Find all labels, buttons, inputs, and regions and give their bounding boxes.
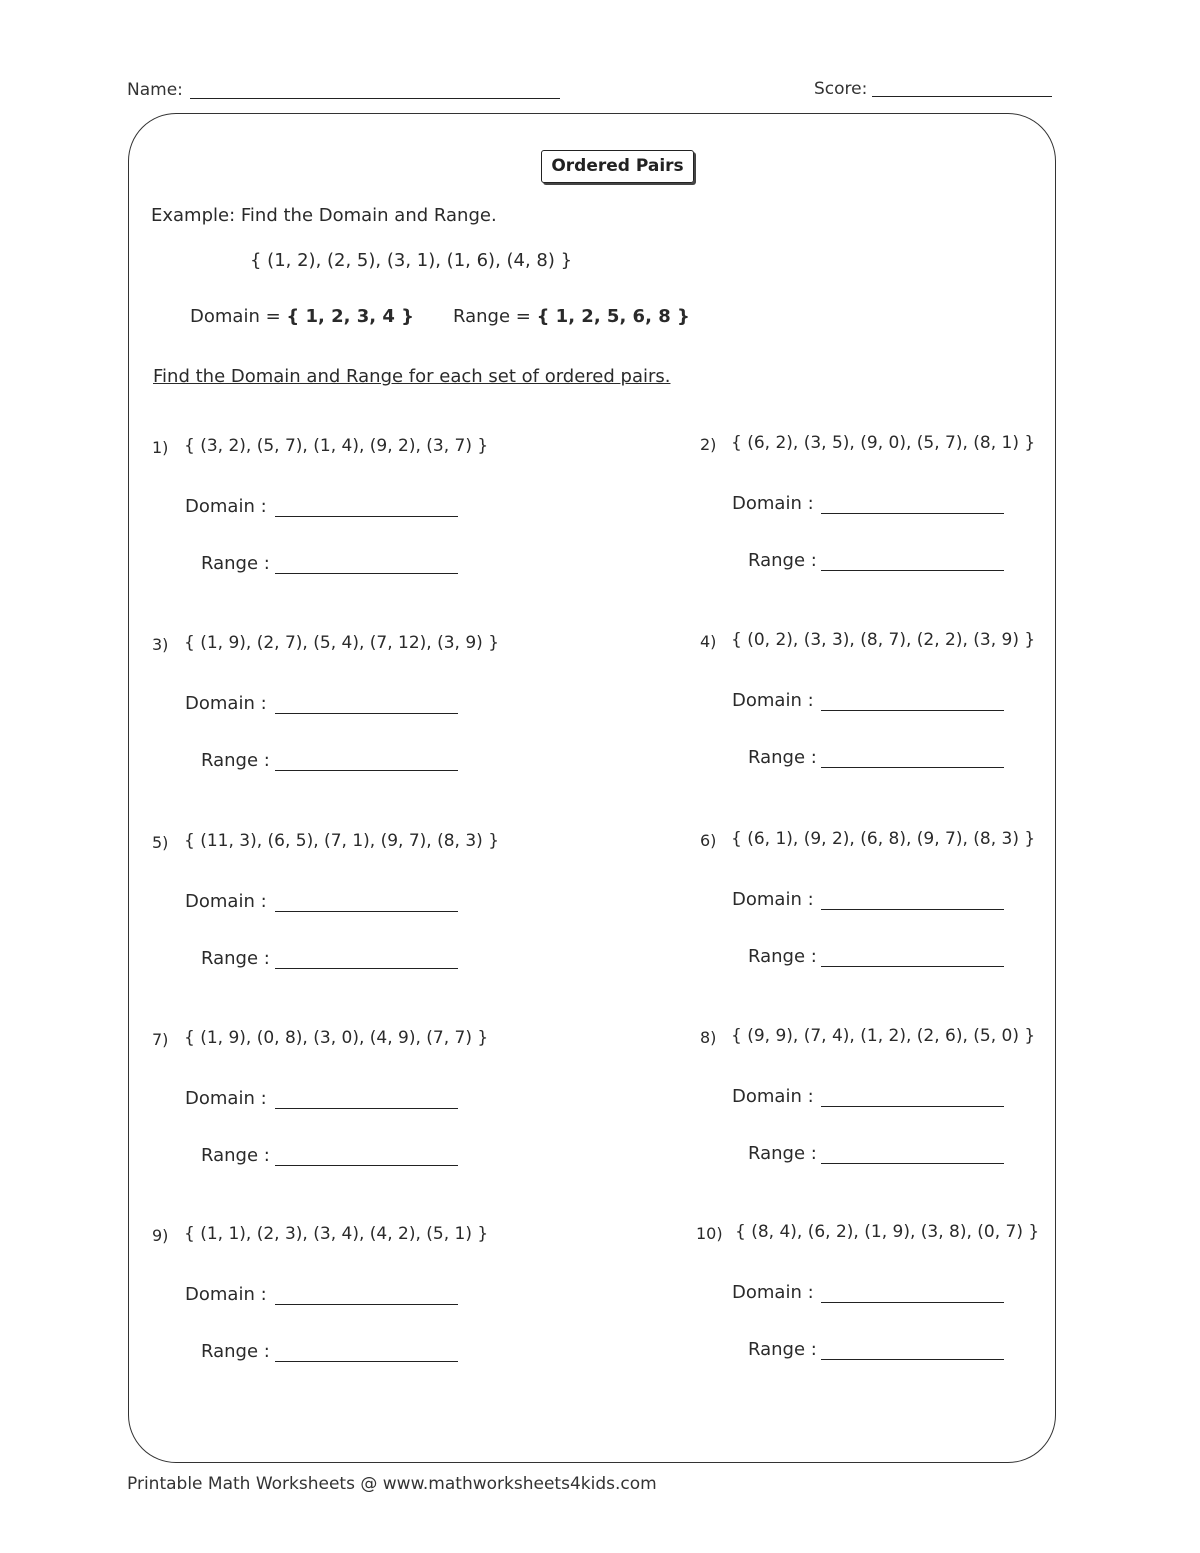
name-label: Name: — [127, 80, 183, 100]
problem-5-number: 5) — [152, 833, 169, 852]
problem-8-set: { (9, 9), (7, 4), (1, 2), (2, 6), (5, 0) } — [731, 1026, 1036, 1046]
problem-7-domain-label: Domain : — [185, 1088, 267, 1109]
problem-8-domain-blank[interactable] — [821, 1106, 1004, 1107]
problem-3-domain-blank[interactable] — [275, 713, 458, 714]
problem-1-set: { (3, 2), (5, 7), (1, 4), (9, 2), (3, 7) } — [184, 436, 489, 456]
problem-5-set: { (11, 3), (6, 5), (7, 1), (9, 7), (8, 3) } — [184, 831, 500, 851]
problem-7-range-label: Range : — [201, 1145, 270, 1166]
problem-5-range-blank[interactable] — [275, 968, 458, 969]
problem-2-domain-label: Domain : — [732, 493, 814, 514]
instruction: Find the Domain and Range for each set of ordered pairs. — [153, 366, 671, 387]
score-label: Score: — [814, 79, 868, 99]
example-range-value: { 1, 2, 5, 6, 8 } — [536, 306, 690, 327]
problem-10-number: 10) — [696, 1224, 723, 1243]
problem-7-domain-blank[interactable] — [275, 1108, 458, 1109]
problem-8-number: 8) — [700, 1028, 717, 1047]
problem-4-range-label: Range : — [748, 747, 817, 768]
problem-9-number: 9) — [152, 1226, 169, 1245]
problem-4-set: { (0, 2), (3, 3), (8, 7), (2, 2), (3, 9) } — [731, 630, 1036, 650]
problem-1-range-blank[interactable] — [275, 573, 458, 574]
problem-10-set: { (8, 4), (6, 2), (1, 9), (3, 8), (0, 7) } — [735, 1222, 1040, 1242]
problem-8-domain-label: Domain : — [732, 1086, 814, 1107]
problem-1-domain-blank[interactable] — [275, 516, 458, 517]
problem-6-range-blank[interactable] — [821, 966, 1004, 967]
problem-7-set: { (1, 9), (0, 8), (3, 0), (4, 9), (7, 7) } — [184, 1028, 489, 1048]
example-prompt: Example: Find the Domain and Range. — [151, 205, 497, 226]
problem-2-set: { (6, 2), (3, 5), (9, 0), (5, 7), (8, 1) } — [731, 433, 1036, 453]
name-blank[interactable] — [190, 98, 560, 99]
problem-1-number: 1) — [152, 438, 169, 457]
example-range — [453, 306, 690, 327]
problem-2-range-label: Range : — [748, 550, 817, 571]
problem-6-set: { (6, 1), (9, 2), (6, 8), (9, 7), (8, 3) } — [731, 829, 1036, 849]
problem-7-number: 7) — [152, 1030, 169, 1049]
problem-1-domain-label: Domain : — [185, 496, 267, 517]
problem-1-range-label: Range : — [201, 553, 270, 574]
example-domain-label: Domain = — [190, 306, 281, 327]
problem-5-domain-blank[interactable] — [275, 911, 458, 912]
example-domain-value: { 1, 2, 3, 4 } — [286, 306, 414, 327]
problem-10-range-label: Range : — [748, 1339, 817, 1360]
problem-10-domain-label: Domain : — [732, 1282, 814, 1303]
problem-10-range-blank[interactable] — [821, 1359, 1004, 1360]
problem-3-range-label: Range : — [201, 750, 270, 771]
problem-8-range-blank[interactable] — [821, 1163, 1004, 1164]
problem-4-domain-blank[interactable] — [821, 710, 1004, 711]
example-range-label: Range = — [453, 306, 531, 327]
worksheet-title: Ordered Pairs — [541, 150, 694, 183]
footer-credit: Printable Math Worksheets @ www.mathworksheets4kids.com — [127, 1474, 657, 1494]
example-domain — [190, 306, 414, 327]
problem-9-domain-blank[interactable] — [275, 1304, 458, 1305]
problem-6-range-label: Range : — [748, 946, 817, 967]
problem-9-range-blank[interactable] — [275, 1361, 458, 1362]
problem-5-domain-label: Domain : — [185, 891, 267, 912]
problem-6-domain-label: Domain : — [732, 889, 814, 910]
problem-10-domain-blank[interactable] — [821, 1302, 1004, 1303]
problem-9-set: { (1, 1), (2, 3), (3, 4), (4, 2), (5, 1) } — [184, 1224, 489, 1244]
problem-7-range-blank[interactable] — [275, 1165, 458, 1166]
problem-3-domain-label: Domain : — [185, 693, 267, 714]
problem-8-range-label: Range : — [748, 1143, 817, 1164]
score-blank[interactable] — [872, 96, 1052, 97]
problem-3-number: 3) — [152, 635, 169, 654]
problem-6-domain-blank[interactable] — [821, 909, 1004, 910]
problem-9-domain-label: Domain : — [185, 1284, 267, 1305]
problem-3-set: { (1, 9), (2, 7), (5, 4), (7, 12), (3, 9) } — [184, 633, 500, 653]
problem-2-range-blank[interactable] — [821, 570, 1004, 571]
problem-9-range-label: Range : — [201, 1341, 270, 1362]
problem-5-range-label: Range : — [201, 948, 270, 969]
example-set: { (1, 2), (2, 5), (3, 1), (1, 6), (4, 8) } — [250, 250, 573, 271]
problem-4-number: 4) — [700, 632, 717, 651]
problem-2-domain-blank[interactable] — [821, 513, 1004, 514]
problem-4-domain-label: Domain : — [732, 690, 814, 711]
problem-3-range-blank[interactable] — [275, 770, 458, 771]
problem-2-number: 2) — [700, 435, 717, 454]
problem-6-number: 6) — [700, 831, 717, 850]
problem-4-range-blank[interactable] — [821, 767, 1004, 768]
